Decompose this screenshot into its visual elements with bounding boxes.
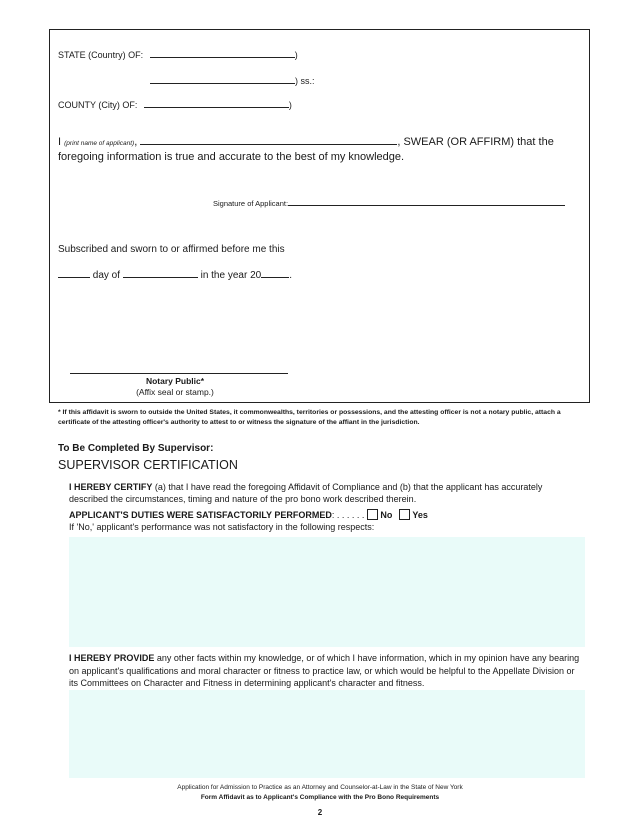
duties-row [69, 509, 428, 520]
comma: , [134, 136, 138, 148]
other-facts-textarea[interactable] [69, 690, 585, 778]
page-number: 2 [317, 808, 323, 817]
applicant-name-input[interactable] [140, 134, 397, 145]
signature-label: Signature of Applicant: [213, 199, 289, 208]
if-no-text: If 'No,' applicant's performance was not satisfactory in the following respects: [69, 522, 375, 532]
i-label: I [58, 136, 62, 148]
county-label: COUNTY (City) OF: [58, 100, 138, 110]
yes-checkbox[interactable] [399, 509, 410, 520]
supervisor-title: SUPERVISOR CERTIFICATION [58, 458, 238, 472]
paren-ss: ) ss.: [295, 76, 315, 86]
date-row [58, 268, 292, 281]
day-of-label: day of [92, 270, 121, 281]
in-year-label: in the year 20 [200, 270, 262, 281]
period: . [289, 270, 292, 281]
footnote: * If this affidavit is sworn to outside the United States, it commonwealths, territories or possessions, and the attesting officer is not a notary public, attach a certificate of the attesting officer's authority to attest to or witness the signature of the affiant in the jurisdiction. [58, 409, 561, 426]
no-label: No [380, 510, 393, 520]
yes-label: Yes [412, 510, 428, 520]
notary-title: Notary Public* [145, 376, 205, 386]
print-name-hint: (print name of applicant) [64, 140, 135, 147]
certify-paragraph [69, 481, 579, 505]
foregoing-text: foregoing information is true and accurate to the best of my knowledge. [58, 151, 405, 163]
state-label: STATE (Country) OF: [58, 50, 144, 60]
provide-text: any other facts within my knowledge, or of which I have information, which in my opinion have any bearing on applicant's qualifications and moral character or fitness to practice law, or which would be helpful to the Appellate Division or its Committees on Character and Fitness in determining applicant's character and fitness. [69, 653, 580, 688]
certify-text: (a) that I have read the foregoing Affidavit of Compliance and (b) that the applicant has accurately described the circumstances, timing and nature of the pro bono work described therein. [69, 482, 543, 504]
paren-close: ) [288, 100, 292, 110]
state-input-2[interactable] [150, 74, 295, 84]
county-row [58, 98, 292, 110]
county-input[interactable] [144, 98, 289, 108]
ss-row [150, 74, 315, 86]
paren-close: ) [294, 50, 298, 60]
duties-label: APPLICANT'S DUTIES WERE SATISFACTORILY PERFORMED [69, 510, 332, 520]
day-input[interactable] [58, 268, 90, 278]
supervisor-heading: To Be Completed By Supervisor: [58, 443, 214, 454]
year-input[interactable] [261, 268, 289, 278]
footer-line2: Form Affidavit as to Applicant's Compliance with the Pro Bono Requirements [200, 794, 440, 801]
no-checkbox[interactable] [367, 509, 378, 520]
subscribed-text: Subscribed and sworn to or affirmed before me this [58, 244, 285, 255]
duties-dots: : . . . . . . [331, 510, 365, 520]
state-input[interactable] [150, 48, 295, 58]
month-input[interactable] [123, 268, 198, 278]
certify-bold: I HEREBY CERTIFY [69, 482, 153, 492]
provide-bold: I HEREBY PROVIDE [69, 653, 155, 663]
notary-sub: (Affix seal or stamp.) [136, 387, 214, 397]
footer-line1: Application for Admission to Practice as an Attorney and Counselor-at-Law in the State of New York [177, 784, 463, 791]
notary-signature-line[interactable] [70, 373, 288, 374]
swear-row [58, 134, 554, 148]
swear-text: , SWEAR (OR AFFIRM) that the [397, 136, 554, 148]
unsatisfactory-textarea[interactable] [69, 537, 585, 647]
signature-row [213, 196, 565, 208]
signature-input[interactable] [288, 196, 565, 206]
state-row [58, 48, 298, 60]
affidavit-box [49, 29, 590, 403]
provide-paragraph [69, 652, 581, 690]
